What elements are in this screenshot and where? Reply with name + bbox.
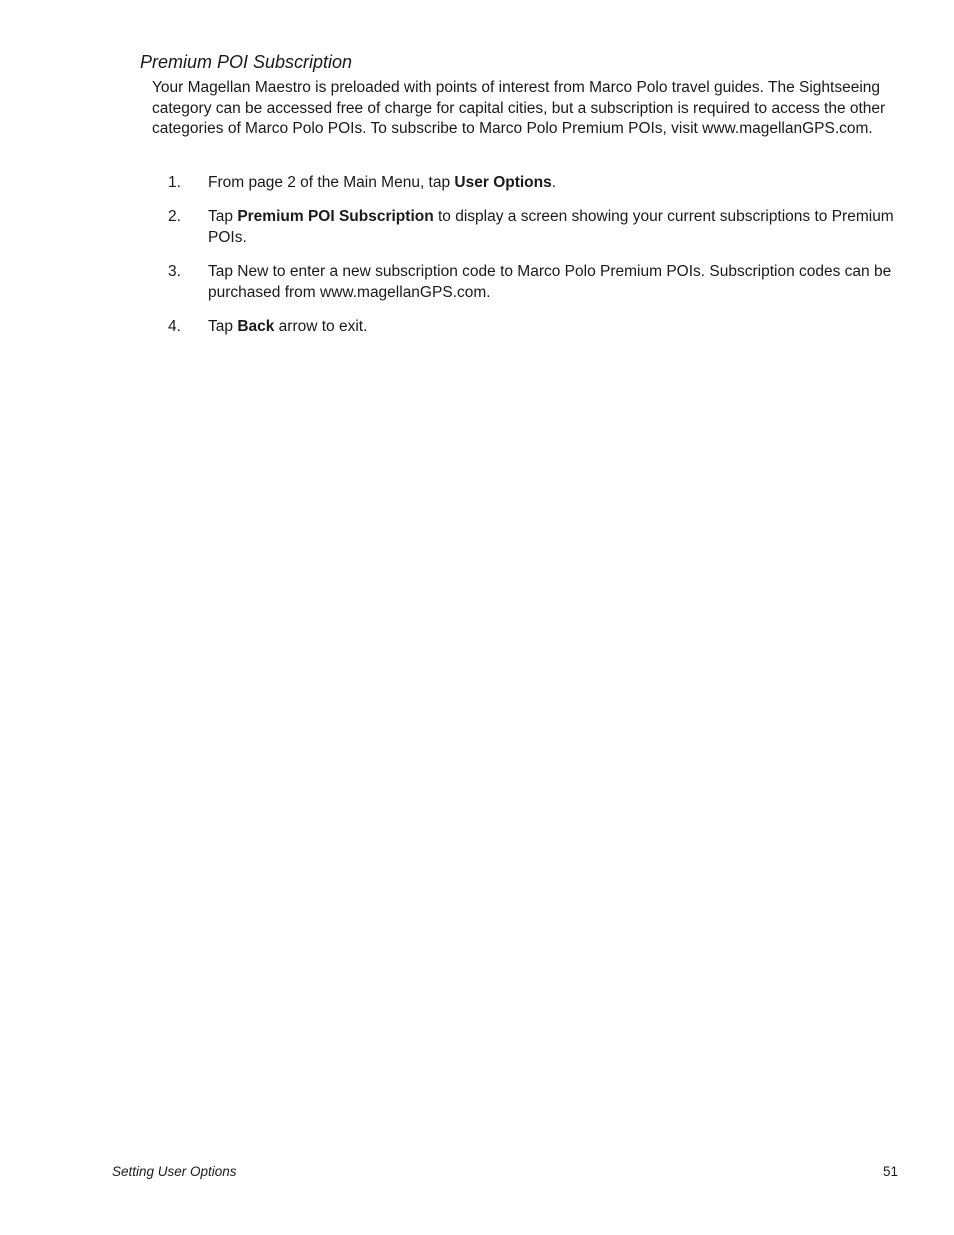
ui-label-user-options: User Options	[454, 174, 552, 191]
step-item	[168, 262, 900, 303]
step-number: 1.	[168, 174, 181, 191]
ui-label-back: Back	[237, 318, 275, 336]
step-text: Tap New to enter a new subscription code to Marco Polo Premium POIs. Subscription codes can be purchased from www.magellanGPS.com.	[208, 263, 892, 301]
step-item	[168, 207, 900, 248]
footer-page-number: 51	[882, 1164, 898, 1179]
step-number: 4.	[168, 318, 181, 336]
step-text: Tap Premium POI Subscription to display a screen showing your current subscriptions to Premium POIs.	[208, 208, 894, 246]
step-number: 2.	[168, 208, 181, 226]
step-item	[168, 173, 900, 194]
steps-list	[168, 173, 900, 351]
intro-paragraph: Your Magellan Maestro is preloaded with points of interest from Marco Polo travel guides. The Sightseeing category can be accessed free of charge for capital cities, but a subscription is required to access the other categories of Marco Polo POIs. To subscribe to Marco Polo Premium POIs, visit www.magellanGPS.com.	[152, 79, 886, 138]
footer-chapter-title: Setting User Options	[112, 1164, 237, 1179]
step-text: From page 2 of the Main Menu, tap User Options.	[208, 174, 557, 191]
step-number: 3.	[168, 263, 181, 281]
step-text: Tap Back arrow to exit.	[208, 318, 368, 336]
ui-label-premium-poi-subscription: Premium POI Subscription	[237, 208, 434, 226]
step-item	[168, 317, 900, 338]
section-heading: Premium POI Subscription	[140, 52, 353, 72]
